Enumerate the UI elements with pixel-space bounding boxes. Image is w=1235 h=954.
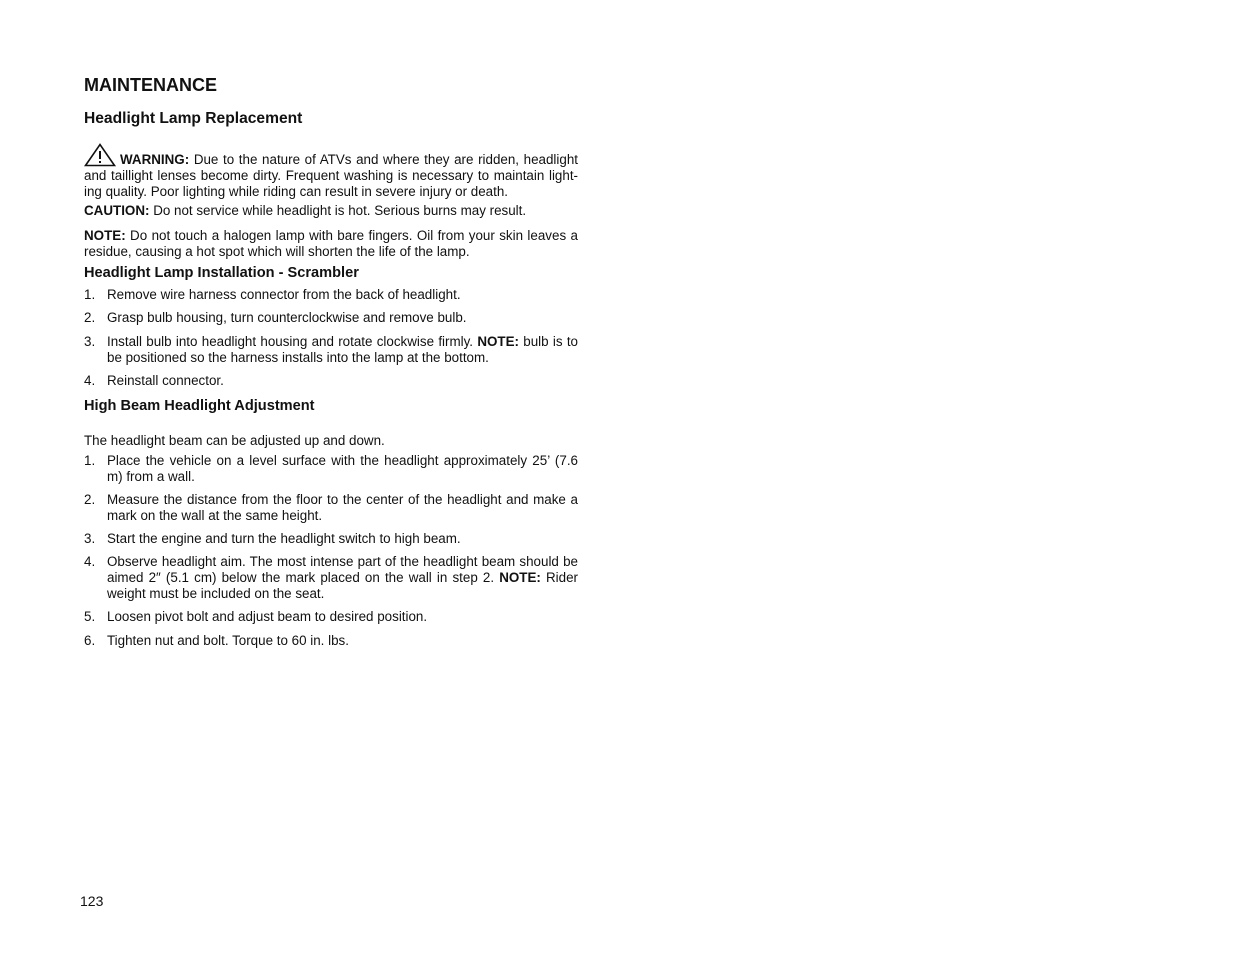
adjustment-heading: High Beam Headlight Adjustment [84, 398, 315, 414]
list-item: 1. Remove wire harness connector from the back of headlight. [84, 287, 461, 302]
note-text: Do not touch a halogen lamp with bare fingers. Oil from your skin leaves a residue, causing a hot spot which will shorten the life of the lamp. [84, 228, 578, 259]
lamp-replacement-heading: Headlight Lamp Replacement [84, 110, 303, 127]
list-item: 4. Reinstall connector. [84, 373, 224, 388]
warning-label: WARNING: [120, 152, 190, 167]
list-item: 2. Grasp bulb housing, turn counterclockwise and remove bulb. [84, 310, 467, 325]
list-item: 2. Measure the distance from the floor to the center of the headlight and make a mark on the wall at the same height. [84, 492, 578, 523]
warning-paragraph [84, 143, 578, 200]
warning-triangle-icon [84, 143, 118, 167]
installation-heading: Headlight Lamp Installation - Scrambler [84, 265, 359, 281]
note-paragraph [84, 228, 578, 260]
page-number: 123 [80, 893, 104, 909]
note-label: NOTE: [84, 228, 126, 243]
caution-label: CAUTION: [84, 203, 150, 218]
caution-paragraph [84, 203, 578, 219]
list-item: 1. Place the vehicle on a level surface with the headlight approximately 25’ (7.6 m) from a wall. [84, 453, 578, 484]
warning-text: Due to the nature of ATVs and where they are ridden, headlight and taillight lenses become dirty. Frequent washing is necessary to maintain light-ing quality. Poor lighting while riding can result in severe injury or death. [84, 152, 578, 199]
adjustment-steps [84, 453, 578, 649]
list-item: 3. Start the engine and turn the headlight switch to high beam. [84, 531, 461, 546]
caution-text: Do not service while headlight is hot. Serious burns may result. [149, 203, 527, 218]
list-item: 5. Loosen pivot bolt and adjust beam to desired position. [84, 609, 428, 624]
adjustment-intro: The headlight beam can be adjusted up and down. [84, 433, 385, 448]
list-item: 6. Tighten nut and bolt. Torque to 60 in. lbs. [84, 633, 349, 648]
list-item: 4. Observe headlight aim. The most intense part of the headlight beam should be aimed 2″ (5.1 cm) below the mark placed on the wall in step 2. NOTE: Rider weight must be included on the seat. [84, 554, 578, 601]
section-title: MAINTENANCE [84, 75, 217, 95]
list-item: 3. Install bulb into headlight housing and rotate clockwise firmly. NOTE: bulb is to be positioned so the harness installs into the lamp at the bottom. [84, 334, 578, 365]
installation-steps [84, 287, 578, 389]
